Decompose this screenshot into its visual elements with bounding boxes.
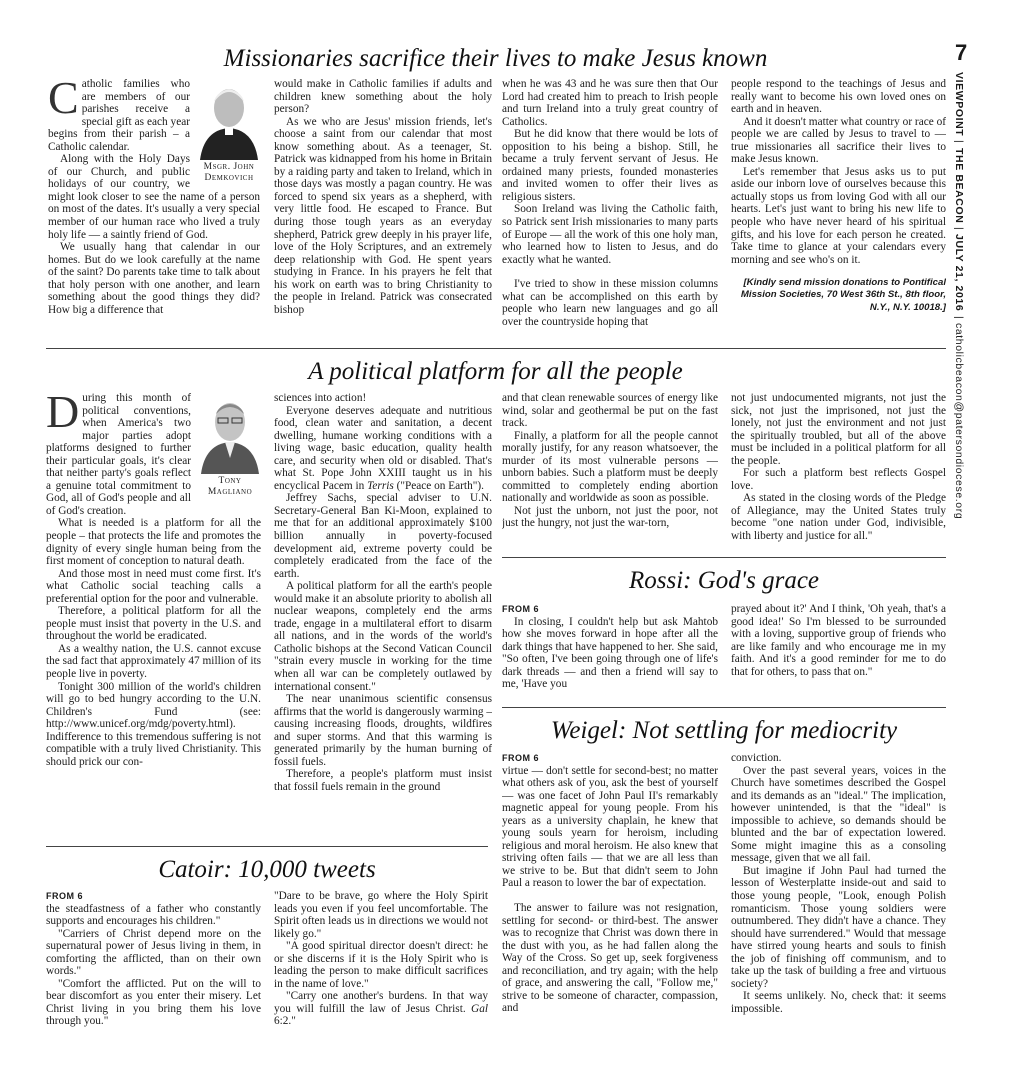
folio-paper: THE BEACON — [953, 147, 965, 224]
paragraph: "Comfort the afflicted. Put on the will to bear discomfort as you enter their misery. Let Christ living in you bring them his love through you." — [46, 977, 261, 1028]
byline-line1: Msgr. John — [203, 162, 255, 172]
article2-col4 — [731, 392, 946, 552]
article2-col3 — [502, 392, 718, 552]
paragraph: As stated in the closing words of the Pledge of Allegiance, may the United States truly become "one nation under God, indivisible, with liberty and justice for all." — [731, 492, 946, 543]
author-name-demkovich — [198, 162, 260, 184]
paragraph: "Dare to be brave, go where the Holy Spirit leads you even if you feel uncomfortable. The Spirit often leads us in directions we would not likely go." — [274, 890, 488, 940]
paragraph: The answer to failure was not resignation, settling for second- or third-best. The answer was to recognize that Christ was down there in the dust with you, as he had fallen along the Way of the Cross. So get up, seek forgiveness and reconciliation, and try again; with the help of grace, and answering the call, "Follow me," strive to be someone of character, compassion, and — [502, 902, 718, 1015]
paragraph: the steadfastness of a father who constantly supports and encourages his children." — [46, 902, 261, 928]
folio-date: JULY 21, 2016 — [953, 234, 965, 312]
paragraph: Not just the unborn, not just the poor, not just the hungry, not just the war-torn, — [502, 504, 718, 530]
paragraph: virtue — don't settle for second-best; no matter what others ask of you, ask the best of yourself — was one facet of John Paul II's remarkably magnetic appeal for young people. From his years as a university chaplain, he knew that young souls yearn for heroism, including religious and moral heroism. He also knew that striving often fails — that we are all less than we strive to be. But that didn't seem to John Paul a reason to lower the bar of expectation. — [502, 764, 718, 890]
article1-headline: Missionaries sacrifice their lives to make Jesus known — [223, 45, 768, 72]
paragraph: What is needed is a platform for all the people – that protects the life and promotes the dignity of every single human being from the first moment of conception to natural death. — [46, 517, 261, 568]
article1-col4 — [731, 78, 946, 338]
paragraph: when he was 43 and he was sure then that Our Lord had created him to preach to Irish people and turn Ireland into a truly great country of Catholics. — [502, 78, 718, 128]
continued-from-label: FROM 6 — [46, 891, 84, 901]
folio-separator-3: | — [953, 315, 965, 320]
paragraph: As we who are Jesus' mission friends, let's choose a saint from our calendar that most know something about. As a teenager, St. Patrick was kidnapped from his home in Britain by a raiding party and taken to Ireland, which in those days was mostly a pagan country. He was forced to spend six years as a shepherd, with very little food. He escaped to France. But during those tough years as an everyday shepherd, Patrick grew deeply in his prayer life, love of the Holy Scriptures, and an extremely deep relationship with God. He spent years studying in France. In his prayers he felt that his work on earth was to bring Christianity to the people in Ireland. Patrick was consecrated bishop — [274, 115, 492, 316]
article5-col2 — [274, 890, 488, 1040]
section-divider — [502, 557, 946, 558]
article3-col2 — [731, 603, 946, 703]
paragraph: In closing, I couldn't help but ask Mahtob how she moves forward in hope after all the dark things that have happened to her. She said, "So often, I've been going through one of life's dark threads — and then a friend will say to me, 'Have you — [502, 615, 718, 691]
article3-headline: Rossi: God's grace — [628, 567, 820, 594]
paragraph: atholic families who are members of our parishes receive a special gift as each year begins from their parish – a Catholic calendar. — [48, 78, 190, 153]
paragraph: Over the past several years, voices in the Church have sometimes described the Gospel and its demands as an "ideal." The implication, however unintended, is that the "ideal" is impossible to achieve, so demands should be blunted and the bar of expectation lowered. Some might imagine this as a consoling message, given that we all fail. — [731, 764, 946, 865]
article3-col1 — [502, 603, 718, 703]
dropcap: C — [48, 78, 79, 123]
dropcap: D — [46, 392, 80, 437]
paragraph: The near unanimous scientific consensus affirms that the world is dangerously warming – causing increasing floods, droughts, wildfires and super storms. And that this warming is generated primarily by the human burning of fossil fuels. — [274, 693, 492, 768]
vertical-folio — [953, 72, 977, 520]
section-divider — [502, 707, 946, 708]
paragraph: But imagine if John Paul had turned the lesson of Westerplatte inside-out and said to those young people, "Look, enough Polish romanticism. Those young soldiers were outnumbered. They didn't have a chance. They should have surrendered." Would that message have stirred young hearts and souls to finish the job of finishing off communism, and to take up the task of building a free and virtuous society? — [731, 864, 946, 990]
article5-col1 — [46, 890, 261, 1040]
paragraph: "A good spiritual director doesn't direct: he or she discerns if it is the Holy Spirit who is leading the person to make difficult sacrifices in the name of love." — [274, 940, 488, 990]
paragraph: I've tried to show in these mission columns what can be accomplished on this earth by people who learn new languages and go all over the countryside hoping that — [502, 278, 718, 328]
article4-col2 — [731, 752, 946, 1037]
folio-separator-2: | — [953, 227, 965, 231]
paragraph-text: Everyone deserves adequate and nutritious food, clean water and sanitation, a decent dwelling, humane working conditions with a living wage, basic education, quality health care, and security when old or disabled. That's what St. Pope John XXIII taught us in his encyclical Pacem in — [274, 404, 492, 492]
article1-col1 — [48, 78, 260, 338]
paragraph: Finally, a platform for all the people cannot morally justify, for any reason whatsoever, the murder of its most vulnerable persons — unborn babies. Such a platform must be deeply committed to completely ending abortion nationally and worldwide as soon as possible. — [502, 429, 718, 505]
paragraph: Let's remember that Jesus asks us to put aside our inborn love of ourselves because this actually stops us from loving God with all our hearts. Let's just want to bring his new life to people who have never heard of his spiritual gifts, and his love for each person he created. Take time to glance at your calendars every morning and see who's on it. — [731, 165, 946, 266]
byline-line2: Demkovich — [204, 173, 254, 183]
paragraph: Along with the Holy Days of our Church, and public holidays of our country, we might look closer to see the name of a person on most of the dates. It's usually a very special member of our human race who lived a truly holy life — a saintly friend of God. — [48, 153, 260, 241]
folio-section: VIEWPOINT — [953, 72, 965, 137]
paragraph: Therefore, a people's platform must insist that fossil fuels remain in the ground — [274, 768, 492, 793]
author-name-magliano — [199, 476, 261, 498]
paragraph: And it doesn't matter what country or race of people we are called by Jesus to travel to — true missionaries all sacrifice their lives to make Jesus known. — [731, 115, 946, 166]
author-photo-magliano — [199, 392, 261, 498]
article1-col3 — [502, 78, 718, 338]
portrait-image — [198, 78, 260, 160]
paragraph: But he did know that there would be lots of opposition to his being a bishop. Still, he became a truly fervent servant of Jesus. He ordained many priests, founded monasteries and invited women to offer their lives as religious sisters. — [502, 128, 718, 203]
portrait-image — [199, 392, 261, 474]
paragraph: Soon Ireland was living the Catholic faith, so Patrick sent Irish missionaries to many parts of Europe — all the work of this one holy man, who learned how to listen to Jesus, and do exactly what he wanted. — [502, 203, 718, 266]
paragraph: And those most in need must come first. It's what Catholic social teaching calls a preferential option for the poor and vulnerable. — [46, 567, 261, 605]
paragraph: "Carriers of Christ depend more on the supernatural power of Jesus living in them, in comforting the afflicted, than on their own words." — [46, 927, 261, 978]
paragraph: prayed about it?' And I think, 'Oh yeah, that's a good idea!' So I'm blessed to be surrounded with a loving, supportive group of friends who are like family and who encourage me in my faith. And it's a good reminder for me to do that for others, to pass that on." — [731, 603, 946, 678]
scripture-ref: 6:2." — [274, 1015, 296, 1028]
paragraph: sciences into action! — [274, 392, 367, 404]
paragraph: not just undocumented migrants, not just the sick, not just the imprisoned, not just the lonely, not just the environment and not just the spiritually troubled, but all of the above must be included in a political platform for all the people. — [731, 392, 946, 467]
continued-from-label: FROM 6 — [502, 753, 540, 763]
paragraph: Therefore, a political platform for all the people must insist that poverty in the U.S. and throughout the world be eradicated. — [46, 605, 261, 643]
paragraph: Tonight 300 million of the world's children will go to bed hungry according to the U.N. Children's Fund (see: http://www.unicef.org/mdg/poverty.html). Indifference to this tremendous suffering is not compatible with a truly lived Christianity. This should prick our con- — [46, 680, 261, 768]
paragraph-text: "Carry one another's burdens. In that way you will fulfill the law of Jesus Christ. — [274, 990, 488, 1015]
paragraph: It seems unlikely. No, check that: it seems impossible. — [731, 990, 946, 1015]
article2-headline: A political platform for all the people — [308, 358, 683, 385]
page-number: 7 — [955, 40, 968, 65]
article4-headline: Weigel: Not settling for mediocrity — [550, 717, 898, 744]
article5-headline: Catoir: 10,000 tweets — [158, 856, 376, 883]
paragraph: and that clean renewable sources of energy like wind, solar and geothermal be put on the fast track. — [502, 392, 718, 430]
donation-note: [Kindly send mission donations to Pontifical Mission Societies, 70 West 36th St., 8th floor, N.Y., N.Y. 10018.] — [740, 277, 946, 313]
paragraph: Jeffrey Sachs, special adviser to U.N. Secretary-General Ban Ki-Moon, explained to me that for an additional approximately $100 billion annually in poverty-focused development aid, extreme poverty could be completely eradicated from the face of the earth. — [274, 492, 492, 580]
paragraph: would make in Catholic families if adults and children knew something about the holy person? — [274, 78, 492, 116]
folio-email: catholicbeacon@patersondiocese.org — [953, 323, 965, 520]
paragraph: people respond to the teachings of Jesus and really want to become his own loved ones on earth and in heaven. — [731, 78, 946, 116]
article2-col2 — [274, 392, 492, 832]
paragraph: As a wealthy nation, the U.S. cannot excuse the sad fact that approximately 47 million of its people live in poverty. — [46, 642, 261, 681]
section-divider — [46, 846, 488, 847]
paragraph: For such a platform best reflects Gospel love. — [731, 467, 946, 492]
byline-line1: Tony — [218, 476, 242, 486]
paragraph: We usually hang that calendar in our homes. But do we look carefully at the name of the saint? Do parents take time to talk about that holy person with one another, and learn something about the good things they did? How big a difference that — [48, 241, 260, 316]
article4-col1 — [502, 752, 718, 1037]
article2-col1 — [46, 392, 261, 832]
paragraph-text: ("Peace on Earth"). — [396, 479, 484, 492]
article1-col2 — [274, 78, 492, 338]
section-divider — [46, 348, 946, 349]
paragraph: A political platform for all the earth's people would make it an absolute priority to abolish all nuclear weapons, completely end the arms trade, engage in a multilateral effort to disarm all nations, and in the words of the world's Catholic bishops at the Second Vatican Council "strain every muscle in working for the time when all war can be completely outlawed by international consent." — [274, 580, 492, 693]
encyclical-title: Terris — [367, 479, 394, 492]
folio-separator: | — [953, 140, 965, 144]
byline-line2: Magliano — [207, 487, 253, 497]
paragraph: uring this month of political conventions, when America's two major parties adopt platforms designed to further their particular goals, it's clear that neither party's goals reflect a genuine total commitment to God, all of God's people and all of God's creation. — [46, 392, 191, 517]
paragraph: conviction. — [731, 752, 782, 764]
scripture-book: Gal — [471, 1002, 488, 1015]
continued-from-label: FROM 6 — [502, 604, 540, 614]
author-photo-demkovich — [198, 78, 260, 184]
